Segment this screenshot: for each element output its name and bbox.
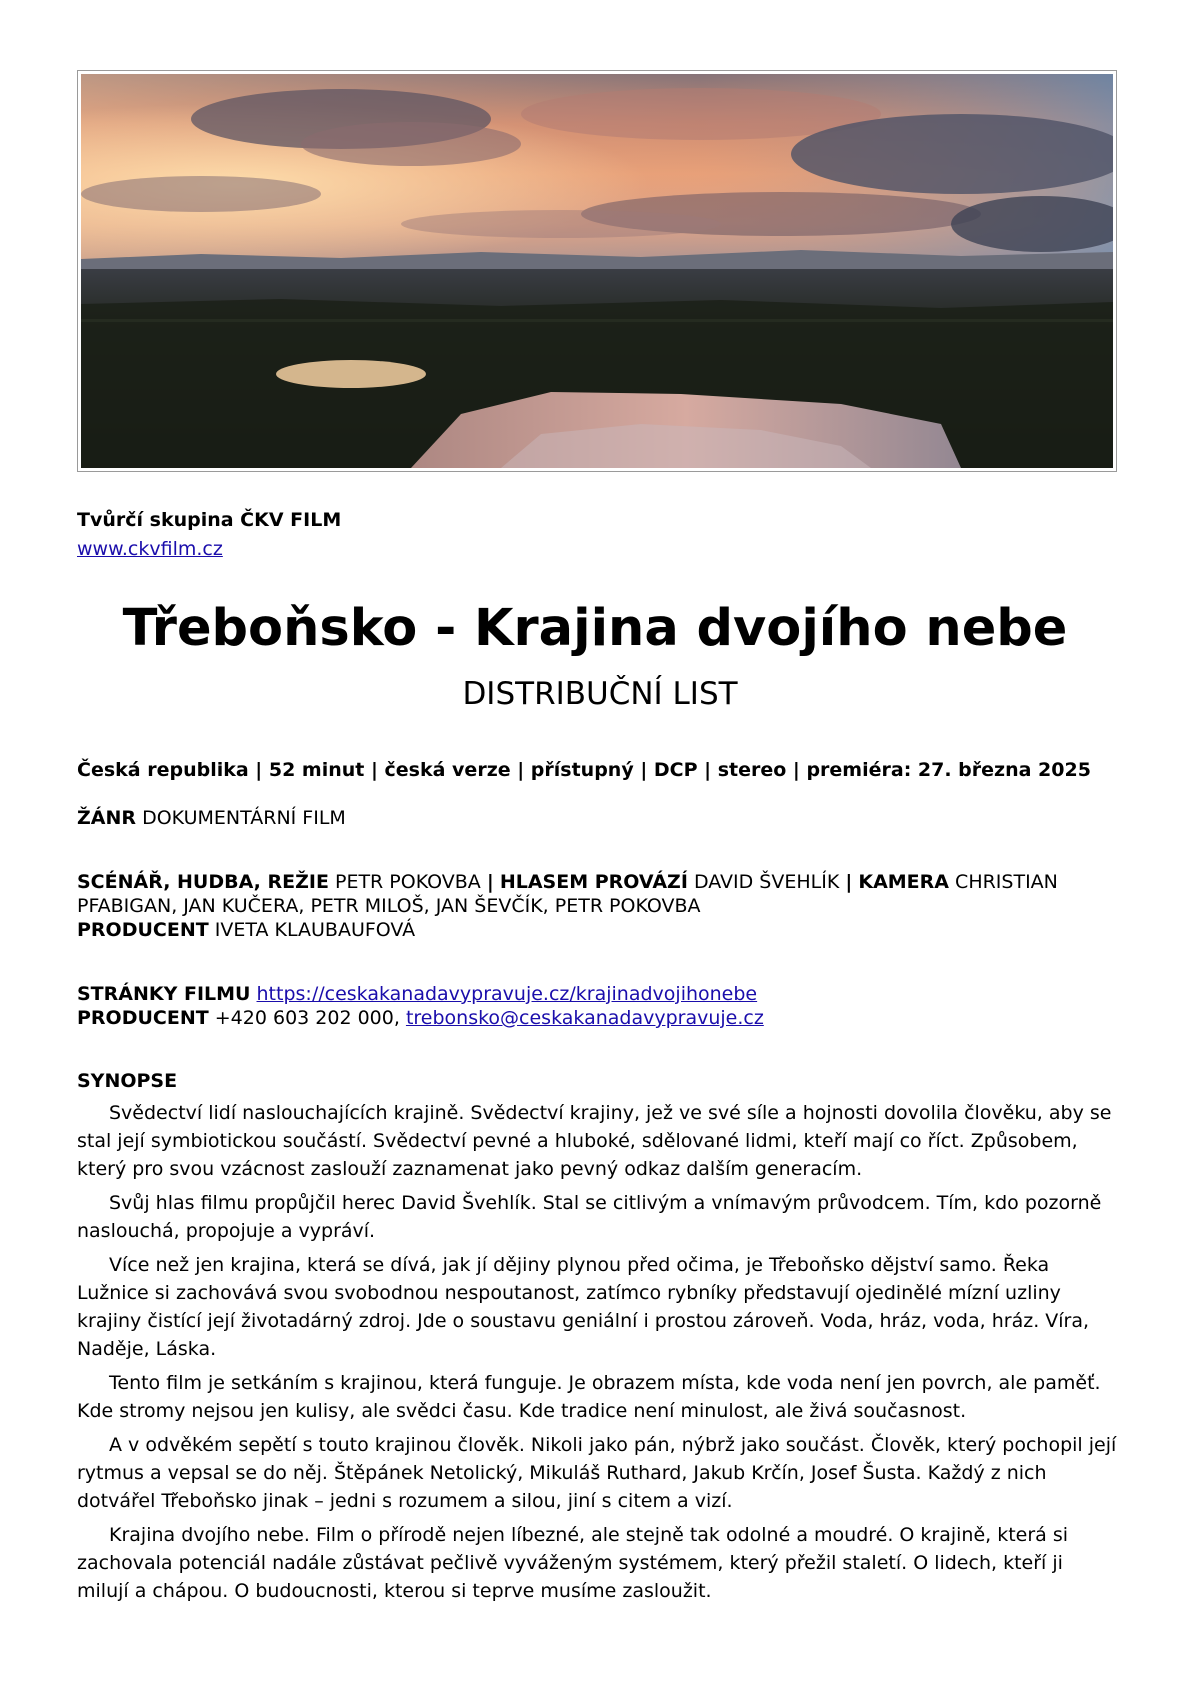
genre-value: DOKUMENTÁRNÍ FILM xyxy=(142,807,346,829)
writer-label: SCÉNÁŘ, HUDBA, REŽIE xyxy=(77,871,329,893)
header-landscape-photo xyxy=(77,70,1117,472)
film-site-link[interactable]: https://ceskakanadavypravuje.cz/krajinadvojihonebe xyxy=(256,983,758,1005)
producer-phone: +420 603 202 000, xyxy=(214,1007,400,1029)
studio-name: Tvůrčí skupina ČKV FILM xyxy=(77,509,342,531)
writer-value: PETR POKOVBA xyxy=(334,871,481,893)
synopsis-paragraph: Svědectví lidí naslouchajících krajině. Svědectví krajiny, jež ve své síle a hojnosti dovolila člověku, aby se stal její symbiotickou součástí. Svědectví pevné a hluboké, sdělované lidmi, kteří mají co říct. Způsobem, který pro svou vzácnost zaslouží zaznamenat jako pevný odkaz dalším generacím. xyxy=(77,1102,1112,1180)
producer-label: PRODUCENT xyxy=(77,919,209,941)
synopsis-paragraph: Více než jen krajina, která se dívá, jak jí dějiny plynou před očima, je Třeboňsko dějství samo. Řeka Lužnice si zachovává svou svobodnou nespoutanost, zatímco rybníky představují ojedinělé mízní uzliny krajiny čistící její životadárný zdroj. Jde o soustavu geniální i prostou zároveň. Voda, hráz, voda, hráz. Víra, Naděje, Láska. xyxy=(77,1254,1090,1360)
sunset-landscape-image xyxy=(81,74,1113,468)
synopsis-heading: SYNOPSE xyxy=(77,1070,178,1092)
synopsis-paragraph: Krajina dvojího nebe. Film o přírodě nejen líbezné, ale stejně tak odolné a moudré. O krajině, která si zachovala potenciál nadále zůstávat pečlivě vyváženým systémem, který přežil staletí. O lidech, kteří ji milují a chápou. O budoucnosti, kterou si teprve musíme zasloužit. xyxy=(77,1524,1069,1602)
producer-value: IVETA KLAUBAUFOVÁ xyxy=(214,919,416,941)
film-facts-line: Česká republika | 52 minut | česká verze | přístupný | DCP | stereo | premiéra: 27. března 2025 xyxy=(77,759,1091,781)
camera-value: CHRISTIAN PFABIGAN, JAN KUČERA, PETR MILOŠ, JAN ŠEVČÍK, PETR POKOVBA xyxy=(77,871,1058,917)
producer-email-link[interactable]: trebonsko@ceskakanadavypravuje.cz xyxy=(405,1007,764,1029)
film-title: Třeboňsko - Krajina dvojího nebe xyxy=(122,599,1068,658)
contact-info xyxy=(77,982,1117,1030)
synopsis-paragraph: A v odvěkém sepětí s touto krajinou člověk. Nikoli jako pán, nýbrž jako součást. Člověk, který pochopil její rytmus a vepsal se do něj. Štěpánek Netolický, Mikuláš Ruthard, Jakub Krčín, Josef Šusta. Každý z nich dotvářel Třeboňsko jinak – jedni s rozumem a silou, jiní s citem a vizí. xyxy=(77,1434,1117,1512)
producer-contact-label: PRODUCENT xyxy=(77,1007,209,1029)
genre-line xyxy=(77,806,1117,830)
film-site-label: STRÁNKY FILMU xyxy=(77,983,251,1005)
narrator-label: HLASEM PROVÁZÍ xyxy=(499,871,688,893)
credit-separator: | xyxy=(845,871,853,893)
synopsis-paragraph: Tento film je setkáním s krajinou, která funguje. Je obrazem místa, kde voda není jen povrch, ale paměť. Kde stromy nejsou jen kulisy, ale svědci času. Kde tradice není minulost, ale živá současnost. xyxy=(77,1372,1101,1422)
document-type: DISTRIBUČNÍ LIST xyxy=(462,676,738,712)
genre-label: ŽÁNR xyxy=(77,807,137,829)
synopsis-paragraph: Svůj hlas filmu propůjčil herec David Švehlík. Stal se citlivým a vnímavým průvodcem. Tím, kdo pozorně naslouchá, propojuje a vypráví. xyxy=(77,1192,1102,1242)
synopsis-text xyxy=(77,1099,1117,1611)
studio-website-link[interactable]: www.ckvfilm.cz xyxy=(77,538,223,560)
narrator-value: DAVID ŠVEHLÍK xyxy=(693,871,840,893)
crew-credits xyxy=(77,870,1117,942)
credit-separator: | xyxy=(486,871,494,893)
camera-label: KAMERA xyxy=(858,871,949,893)
